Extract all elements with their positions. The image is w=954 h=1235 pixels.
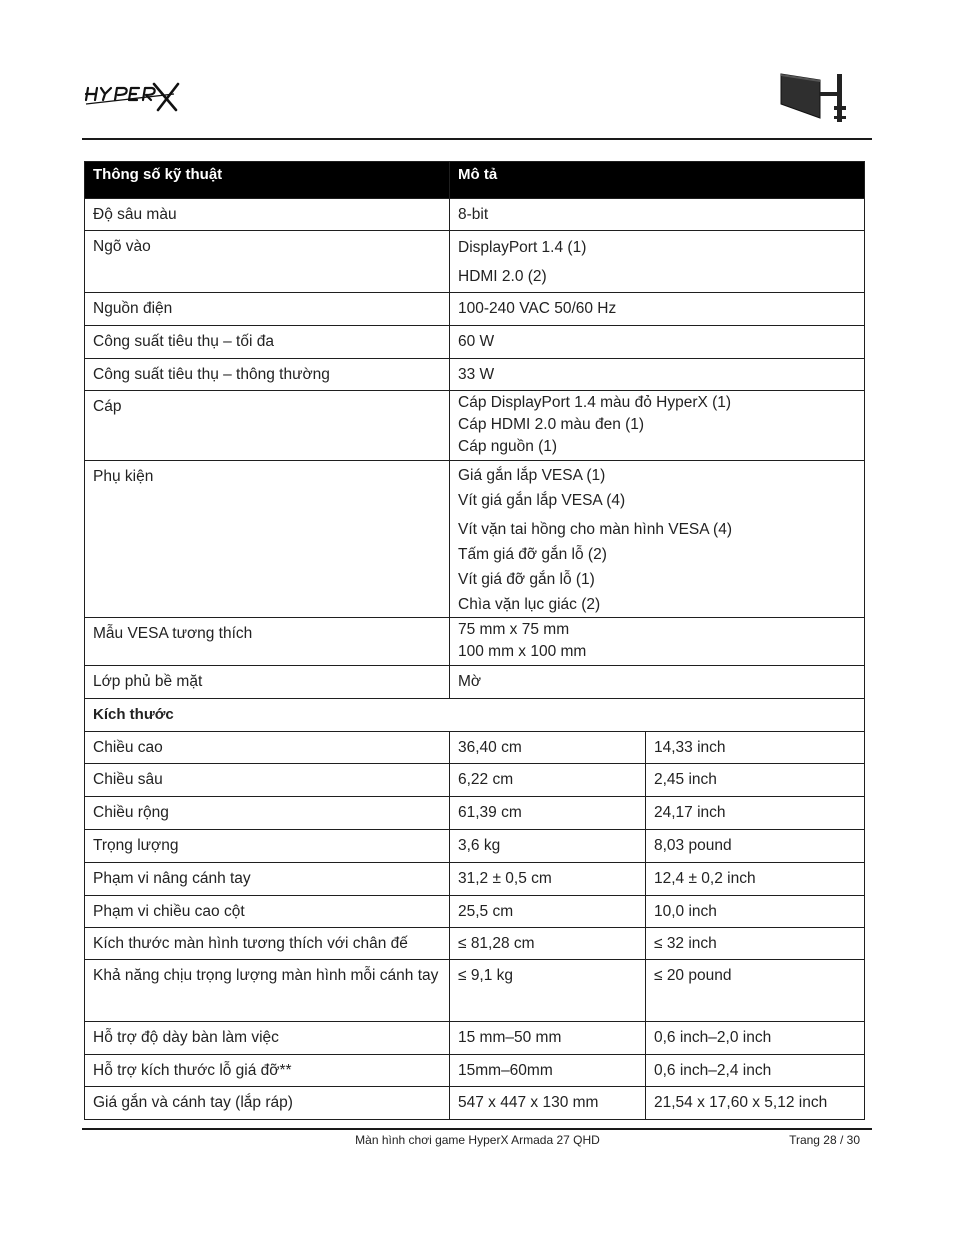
dimension-label-cell	[85, 764, 450, 797]
spec-value-cell	[450, 391, 865, 461]
table-row	[85, 461, 865, 618]
spec-value-cell	[450, 359, 865, 391]
spec-label-cell	[85, 391, 450, 461]
cell-text: Lớp phủ bề mặt	[93, 673, 203, 690]
spec-value-cell	[450, 666, 865, 699]
cell-text: 2,45 inch	[654, 771, 717, 788]
cell-text: Phạm vi chiều cao cột	[93, 903, 245, 920]
cell-text: ≤ 20 pound	[654, 967, 732, 984]
dimension-label-cell	[85, 1022, 450, 1055]
dimension-imperial-cell	[646, 732, 865, 764]
dimension-row	[85, 960, 865, 1022]
dimension-row	[85, 928, 865, 960]
dimension-row	[85, 1087, 865, 1120]
dimension-imperial-cell	[646, 896, 865, 928]
dimension-metric-cell	[450, 797, 646, 830]
cell-text: Kích thước màn hình tương thích với chân đế	[93, 935, 408, 952]
dimension-metric-cell	[450, 960, 646, 1022]
table-row	[85, 618, 865, 666]
dimension-label-cell	[85, 896, 450, 928]
cell-text: 33 W	[458, 366, 495, 383]
dimension-metric-cell	[450, 1055, 646, 1087]
dimension-label-cell	[85, 863, 450, 896]
cell-text: Chìa vặn lục giác (2)	[458, 596, 601, 613]
cell-text: 14,33 inch	[654, 739, 726, 756]
dimension-row	[85, 1022, 865, 1055]
dimension-imperial-cell	[646, 1055, 865, 1087]
cell-text: Hỗ trợ kích thước lỗ giá đỡ**	[93, 1062, 292, 1079]
cell-text: 0,6 inch–2,4 inch	[654, 1062, 772, 1079]
dimension-imperial-cell	[646, 1087, 865, 1120]
cell-text: Trọng lượng	[93, 837, 179, 854]
dimension-metric-cell	[450, 764, 646, 797]
spec-value-cell	[450, 326, 865, 359]
cell-text: 60 W	[458, 333, 495, 350]
cell-text: Chiều rộng	[93, 804, 169, 821]
spec-label-cell	[85, 618, 450, 666]
dimension-row	[85, 896, 865, 928]
cell-text: 31,2 ± 0,5 cm	[458, 870, 552, 887]
cell-text: 10,0 inch	[654, 903, 717, 920]
cell-text: Giá gắn và cánh tay (lắp ráp)	[93, 1094, 293, 1111]
spec-value-cell	[450, 461, 865, 618]
dimension-label-cell	[85, 1087, 450, 1120]
table-row	[85, 293, 865, 326]
dimension-row	[85, 797, 865, 830]
dimension-metric-cell	[450, 928, 646, 960]
column-header-description: Mô tả	[450, 162, 865, 199]
cell-text: 0,6 inch–2,0 inch	[654, 1029, 772, 1046]
cell-text: 8-bit	[458, 206, 489, 223]
table-row	[85, 231, 865, 293]
dimension-label-cell	[85, 928, 450, 960]
dimension-row	[85, 732, 865, 764]
dimension-metric-cell	[450, 1087, 646, 1120]
cell-text: Ngõ vào	[93, 238, 151, 255]
spec-label-cell	[85, 199, 450, 231]
dimension-row	[85, 830, 865, 863]
cell-text: 100 mm x 100 mm	[458, 643, 587, 660]
cell-text: Mẫu VESA tương thích	[93, 625, 253, 642]
table-row	[85, 359, 865, 391]
spec-value-cell	[450, 231, 865, 293]
cell-text: Cáp DisplayPort 1.4 màu đỏ HyperX (1)	[458, 394, 732, 411]
spec-label-cell	[85, 359, 450, 391]
specifications-table	[84, 161, 865, 1120]
cell-text: Cáp HDMI 2.0 màu đen (1)	[458, 416, 645, 433]
cell-text: 24,17 inch	[654, 804, 726, 821]
cell-text: 100-240 VAC 50/60 Hz	[458, 300, 617, 317]
spec-label-cell	[85, 461, 450, 618]
cell-text: Tấm giá đỡ gắn lỗ (2)	[458, 546, 607, 563]
cell-text: 12,4 ± 0,2 inch	[654, 870, 756, 887]
table-row	[85, 199, 865, 231]
column-header-spec: Thông số kỹ thuật	[85, 162, 450, 199]
dimension-label-cell	[85, 960, 450, 1022]
spec-label-cell	[85, 666, 450, 699]
spec-value-cell	[450, 199, 865, 231]
dimension-label-cell	[85, 732, 450, 764]
dimension-imperial-cell	[646, 960, 865, 1022]
cell-text: HDMI 2.0 (2)	[458, 268, 547, 285]
cell-text: DisplayPort 1.4 (1)	[458, 239, 587, 256]
cell-text: 25,5 cm	[458, 903, 514, 920]
cell-text: Khả năng chịu trọng lượng màn hình mỗi cánh tay	[93, 967, 439, 984]
spec-value-cell	[450, 293, 865, 326]
cell-text: Cáp nguồn (1)	[458, 438, 558, 455]
dimension-label-cell	[85, 830, 450, 863]
dimension-metric-cell	[450, 732, 646, 764]
dimension-imperial-cell	[646, 797, 865, 830]
header-divider	[82, 138, 872, 140]
cell-text: Kích thước	[93, 706, 174, 723]
cell-text: Công suất tiêu thụ – tối đa	[93, 333, 274, 350]
table-header-row	[85, 162, 865, 199]
dimension-imperial-cell	[646, 830, 865, 863]
footer-document-title: Màn hình chơi game HyperX Armada 27 QHD	[355, 1133, 600, 1147]
cell-text: 15 mm–50 mm	[458, 1029, 562, 1046]
cell-text: Độ sâu màu	[93, 206, 177, 223]
spec-value-cell	[450, 618, 865, 666]
dimension-row	[85, 863, 865, 896]
cell-text: 61,39 cm	[458, 804, 522, 821]
cell-text: 15mm–60mm	[458, 1062, 553, 1079]
dimension-imperial-cell	[646, 928, 865, 960]
dimension-metric-cell	[450, 1022, 646, 1055]
cell-text: Vít giá đỡ gắn lỗ (1)	[458, 571, 595, 588]
cell-text: Cáp	[93, 398, 122, 415]
dimension-imperial-cell	[646, 764, 865, 797]
cell-text: Hỗ trợ độ dày bàn làm việc	[93, 1029, 279, 1046]
cell-text: 21,54 x 17,60 x 5,12 inch	[654, 1094, 828, 1111]
section-title	[85, 699, 865, 732]
table-row	[85, 666, 865, 699]
footer-divider	[82, 1128, 872, 1130]
dimension-row	[85, 1055, 865, 1087]
cell-text: ≤ 9,1 kg	[458, 967, 514, 984]
dimension-imperial-cell	[646, 863, 865, 896]
spec-label-cell	[85, 326, 450, 359]
cell-text: Vít giá gắn lắp VESA (4)	[458, 492, 626, 509]
cell-text: Phạm vi nâng cánh tay	[93, 870, 251, 887]
dimension-metric-cell	[450, 830, 646, 863]
monitor-arm-icon	[778, 70, 854, 124]
section-row	[85, 699, 865, 732]
dimension-imperial-cell	[646, 1022, 865, 1055]
dimension-metric-cell	[450, 863, 646, 896]
cell-text: 36,40 cm	[458, 739, 522, 756]
dimension-row	[85, 764, 865, 797]
cell-text: 75 mm x 75 mm	[458, 621, 570, 638]
page-number: Trang 28 / 30	[789, 1133, 860, 1147]
cell-text: 6,22 cm	[458, 771, 514, 788]
cell-text: Giá gắn lắp VESA (1)	[458, 467, 606, 484]
cell-text: Mờ	[458, 673, 482, 690]
dimension-label-cell	[85, 797, 450, 830]
cell-text: Phụ kiện	[93, 468, 154, 485]
table-row	[85, 391, 865, 461]
cell-text: Nguồn điện	[93, 300, 173, 317]
cell-text: Vít vặn tai hồng cho màn hình VESA (4)	[458, 521, 732, 538]
cell-text: ≤ 81,28 cm	[458, 935, 535, 952]
dimension-label-cell	[85, 1055, 450, 1087]
cell-text: ≤ 32 inch	[654, 935, 717, 952]
cell-text: 547 x 447 x 130 mm	[458, 1094, 599, 1111]
table-row	[85, 326, 865, 359]
hyperx-logo	[84, 80, 182, 112]
cell-text: Chiều cao	[93, 739, 163, 756]
dimension-metric-cell	[450, 896, 646, 928]
cell-text: 8,03 pound	[654, 837, 732, 854]
cell-text: Chiều sâu	[93, 771, 163, 788]
spec-label-cell	[85, 293, 450, 326]
spec-label-cell	[85, 231, 450, 293]
cell-text: 3,6 kg	[458, 837, 501, 854]
cell-text: Công suất tiêu thụ – thông thường	[93, 366, 330, 383]
